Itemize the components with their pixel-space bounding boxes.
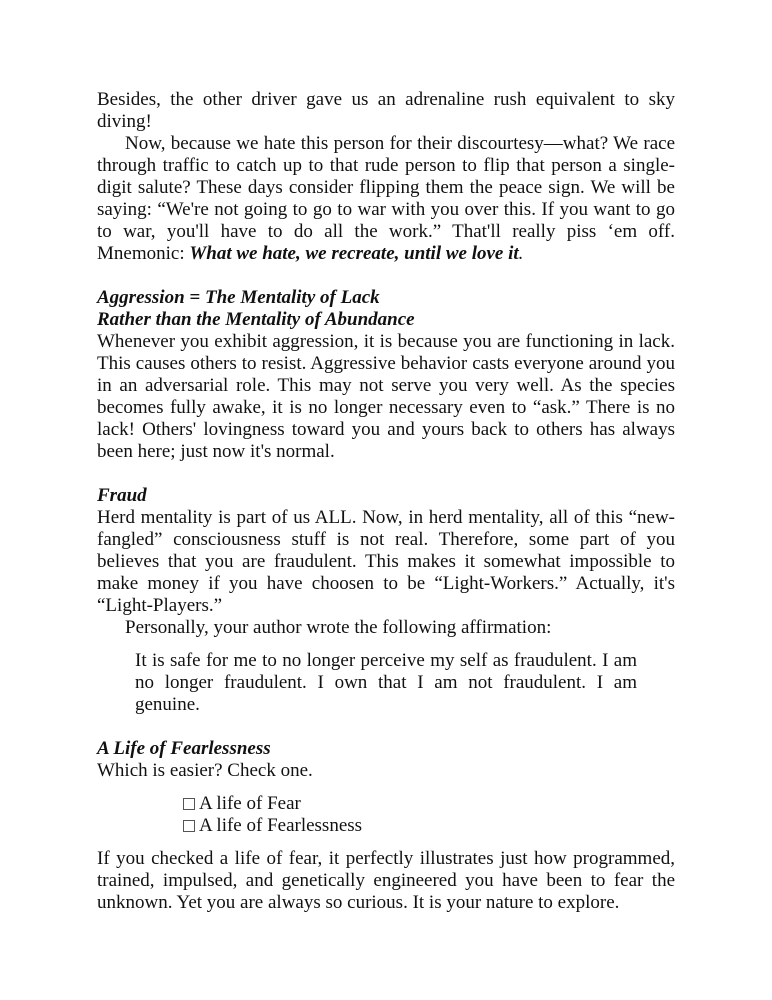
option-fear[interactable] — [183, 793, 675, 815]
paragraph-affirmation-intro: Personally, your author wrote the following affirmation: — [125, 617, 552, 638]
spacer — [97, 716, 675, 738]
paragraph-check-prompt: Which is easier? Check one. — [97, 760, 313, 781]
paragraph-conclusion: If you checked a life of fear, it perfectly illustrates just how programmed, trained, impulsed, and genetically engineered you have been to fear the unknown. Yet you are always so curious. It is your nature to explore. — [97, 848, 675, 913]
checkbox-list — [183, 793, 675, 837]
spacer — [97, 265, 675, 287]
checkbox-icon[interactable] — [183, 820, 195, 832]
heading-fearlessness: A Life of Fearlessness — [97, 738, 271, 759]
checkbox-icon[interactable] — [183, 798, 195, 810]
paragraph-peace-sign — [97, 133, 675, 265]
paragraph-peace-sign-text: Now, because we hate this person for their discourtesy—what? We race through traffic to catch up to that rude person to flip that person a single-digit salute? These days consider flipping them the peace sign. We will be saying: “We're not going to go to war with you over this. If you want to go to war, you'll have to do all the work.” That'll really piss ‘em off. Mnemonic: — [97, 133, 675, 264]
option-fear-label: A life of Fear — [199, 793, 301, 814]
mnemonic-period: . — [518, 243, 524, 264]
affirmation-quote: It is safe for me to no longer perceive my self as fraudulent. I am no longer fraudulent. I own that I am not fraudulent. I am genuine. — [135, 650, 637, 715]
heading-abundance: Rather than the Mentality of Abundance — [97, 309, 415, 330]
spacer — [97, 463, 675, 485]
mnemonic-emphasis: What we hate, we recreate, until we love it — [189, 243, 519, 264]
paragraph-sky-diving: Besides, the other driver gave us an adrenaline rush equivalent to sky diving! — [97, 89, 675, 132]
paragraph-aggression: Whenever you exhibit aggression, it is because you are functioning in lack. This causes others to resist. Aggressive behavior casts everyone around you in an adversarial role. This may not serve you very well. As the species becomes fully awake, it is no longer necessary even to “ask.” There is no lack! Others' lovingness toward you and yours back to others has always been here; just now it's normal. — [97, 331, 675, 462]
paragraph-fraud: Herd mentality is part of us ALL. Now, in herd mentality, all of this “new-fangled” consciousness stuff is not real. Therefore, some part of you believes that you are fraudulent. This makes it somewhat impossible to make money if you have choosen to be “Light-Workers.” Actually, it's “Light-Players.” — [97, 507, 675, 616]
heading-fraud: Fraud — [97, 485, 147, 506]
heading-aggression: Aggression = The Mentality of Lack — [97, 287, 380, 308]
option-fearlessness[interactable] — [183, 815, 675, 837]
document-page — [97, 89, 675, 914]
option-fearlessness-label: A life of Fearlessness — [199, 815, 363, 836]
